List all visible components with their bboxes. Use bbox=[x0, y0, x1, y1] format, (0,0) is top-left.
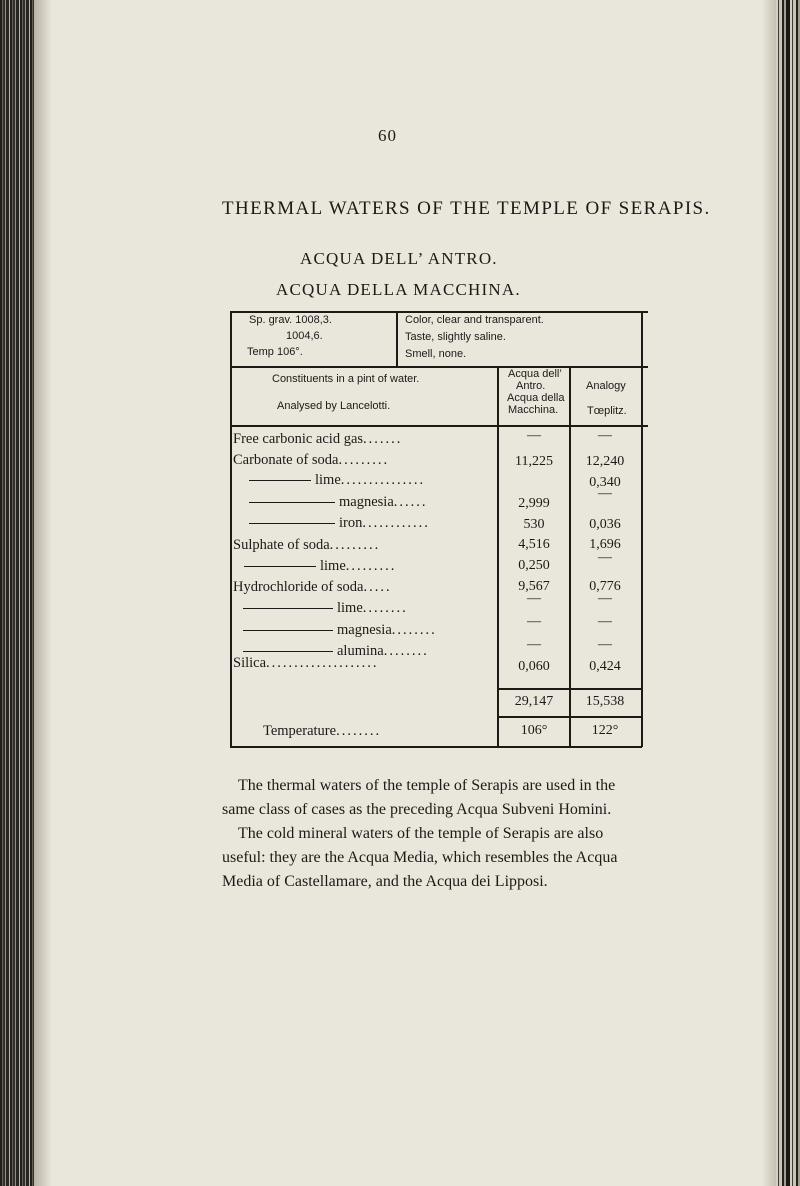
table-rule-col1 bbox=[497, 366, 499, 746]
subtitle-antro: ACQUA DELL’ ANTRO. bbox=[300, 249, 498, 268]
acqua-temperature: 106° bbox=[520, 723, 548, 738]
acqua-value: 11,225 bbox=[515, 454, 553, 469]
temperature-label: Temperature........ bbox=[263, 723, 382, 739]
analogy-value: 0,340 bbox=[589, 475, 621, 490]
subtitle-macchina: ACQUA DELLA MACCHINA. bbox=[276, 280, 521, 299]
acqua-value: 0,250 bbox=[518, 558, 550, 573]
header-col1-l1: Acqua dell’ bbox=[508, 368, 562, 380]
table-rule-right bbox=[641, 311, 643, 747]
paragraph-line: useful: they are the Acqua Media, which resembles the Acqua bbox=[222, 849, 618, 866]
acqua-value: — bbox=[527, 428, 541, 443]
analogy-value: — bbox=[598, 486, 612, 501]
acqua-value: 2,999 bbox=[518, 496, 550, 511]
header-col1-l4: Macchina. bbox=[508, 404, 559, 416]
header-col2-l2: Tœplitz. bbox=[587, 405, 627, 417]
sp-grav-1: Sp. grav. 1008,3. bbox=[249, 314, 332, 326]
analogy-value: — bbox=[598, 550, 612, 565]
smell-property: Smell, none. bbox=[405, 348, 467, 360]
table-row-label: magnesia........ bbox=[243, 622, 437, 639]
table-row-label: lime......... bbox=[244, 558, 396, 575]
taste-property: Taste, slightly saline. bbox=[405, 331, 506, 343]
table-rule-col2 bbox=[569, 366, 571, 746]
table-rule-bottom bbox=[230, 746, 642, 748]
acqua-value: 4,516 bbox=[518, 537, 550, 552]
binding-shadow-right bbox=[762, 0, 776, 1186]
paragraph-line: The thermal waters of the temple of Serapis are used in the bbox=[238, 777, 616, 794]
page-title: THERMAL WATERS OF THE TEMPLE OF SERAPIS. bbox=[222, 198, 711, 219]
header-constituents: Constituents in a pint of water. bbox=[272, 373, 420, 385]
table-rule-properties-divider bbox=[396, 312, 398, 366]
acqua-value: 9,567 bbox=[518, 579, 550, 594]
header-col2-l1: Analogy bbox=[586, 380, 626, 392]
color-property: Color, clear and transparent. bbox=[405, 314, 544, 326]
analogy-value: 12,240 bbox=[585, 454, 625, 469]
analogy-value: — bbox=[598, 428, 612, 443]
acqua-value: — bbox=[527, 637, 541, 652]
temp-property: Temp 106°. bbox=[247, 346, 303, 358]
table-row-label: lime........ bbox=[243, 600, 408, 617]
table-rule-top bbox=[230, 311, 648, 313]
binding-shadow-left bbox=[34, 0, 52, 1186]
paragraph-line: Media of Castellamare, and the Acqua dei Lipposi. bbox=[222, 873, 548, 890]
table-row-label: lime............... bbox=[249, 472, 425, 489]
table-row-label: magnesia...... bbox=[249, 494, 428, 511]
acqua-total: 29,147 bbox=[514, 694, 554, 709]
analogy-value: — bbox=[598, 614, 612, 629]
analogy-total: 15,538 bbox=[585, 694, 625, 709]
binding-edge-left bbox=[0, 0, 34, 1186]
table-rule-header bbox=[230, 425, 648, 427]
binding-edge-right bbox=[776, 0, 800, 1186]
table-row-label: Hydrochloride of soda..... bbox=[233, 579, 392, 595]
table-row-label: Carbonate of soda......... bbox=[233, 452, 390, 468]
analogy-value: — bbox=[598, 637, 612, 652]
header-col1-l2: Antro. bbox=[516, 380, 546, 392]
analogy-value: 0,424 bbox=[589, 659, 621, 674]
table-row-label: alumina........ bbox=[243, 643, 429, 660]
acqua-value: 0,060 bbox=[518, 659, 550, 674]
sp-grav-2: 1004,6. bbox=[286, 330, 323, 342]
table-row-label: Sulphate of soda......... bbox=[233, 537, 381, 553]
analogy-value: 0,776 bbox=[589, 579, 621, 594]
analogy-value: — bbox=[598, 591, 612, 606]
table-row-label: iron............ bbox=[249, 515, 430, 532]
table-row-label: Free carbonic acid gas....... bbox=[233, 431, 403, 447]
header-analysed: Analysed by Lancelotti. bbox=[277, 400, 391, 412]
header-col1-l3: Acqua della bbox=[507, 392, 565, 404]
page-number: 60 bbox=[378, 126, 397, 145]
table-rule-properties bbox=[230, 366, 648, 368]
table-row-label: Silica.................... bbox=[233, 655, 379, 671]
analogy-temperature: 122° bbox=[591, 723, 619, 738]
analogy-value: 0,036 bbox=[589, 517, 621, 532]
acqua-value: — bbox=[527, 591, 541, 606]
table-rule-left bbox=[230, 311, 232, 747]
acqua-value: — bbox=[527, 614, 541, 629]
acqua-value: 530 bbox=[523, 517, 545, 532]
analogy-value: 1,696 bbox=[589, 537, 621, 552]
paragraph-line: The cold mineral waters of the temple of Serapis are also bbox=[238, 825, 604, 842]
paragraph-line: same class of cases as the preceding Acqua Subveni Homini. bbox=[222, 801, 612, 818]
